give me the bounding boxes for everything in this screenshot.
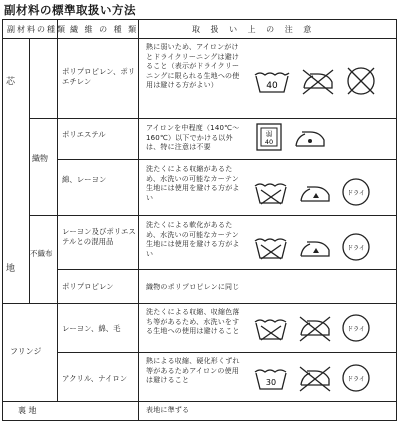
note-row-6: 洗たくによる収縮、収縮色落ち等があるため、水洗いをする生地への使用は避けること: [146, 308, 240, 336]
group-core: 芯: [6, 77, 16, 87]
note-row-4: 洗たくによる軟化があるため、水洗いの可能なカーテン生地には使用を避ける方がよい: [146, 221, 240, 258]
table-border-top: [2, 19, 397, 20]
washing-machine-40-icon: [254, 121, 284, 153]
table-border-left: [2, 19, 3, 421]
core-sub-divider: [29, 38, 30, 303]
column-divider-1: [57, 19, 58, 401]
row-divider-7: [2, 401, 397, 402]
no-wash-icon: [252, 177, 290, 207]
no-wash-icon: [252, 313, 290, 343]
header-divider: [2, 38, 397, 39]
note-row-8: 表地に準ずる: [146, 406, 190, 414]
iron-icon: [296, 177, 334, 207]
header-handling-notes: 取 扱 い 上 の 注 意: [192, 25, 316, 34]
icons-row-6: [252, 312, 372, 344]
icons-row-2: [254, 121, 330, 153]
dryclean-icon: [340, 362, 372, 394]
row-divider-4: [58, 269, 397, 270]
icons-row-4: [252, 231, 372, 263]
table-border-bottom: [2, 420, 397, 421]
dryclean-label: ドライ: [347, 190, 365, 197]
dryclean-label: ドライ: [347, 245, 365, 252]
iron-icon: [296, 232, 334, 262]
group-lining: 裏 地: [18, 406, 37, 415]
note-row-7: 熱による収縮、硬化形くずれ等があるためアイロンの使用は避けること: [146, 357, 240, 385]
table-border-right: [396, 19, 397, 421]
icons-row-3: [252, 176, 372, 208]
header-material-type: 副材料の種類: [7, 25, 67, 34]
dryclean-icon: [340, 312, 372, 344]
handling-table: [2, 19, 397, 421]
iron-medium-icon: [290, 122, 330, 152]
washtub-30-icon: [252, 363, 290, 393]
icons-row-1: [252, 64, 378, 98]
column-divider-2: [138, 19, 139, 421]
group-core-bottom: 地: [6, 264, 16, 274]
header-fiber-type: 繊 維 の 種 類: [70, 25, 139, 34]
row-divider-5: [2, 303, 397, 304]
no-wash-icon: [252, 232, 290, 262]
machine-temp-label: 40: [264, 138, 274, 146]
washtub-40-icon: [252, 66, 292, 96]
row-divider-2: [58, 159, 397, 160]
fiber-polypropylene-polyethylene: ポリプロピレン、ポリエチレン: [62, 67, 136, 86]
note-row-5: 織物のポリプロピレンに同じ: [146, 283, 240, 291]
note-row-2: アイロンを中程度（140℃～160℃）以下でかける以外は、特に注意は不要: [146, 124, 240, 152]
group-woven: 織物: [32, 154, 48, 163]
wash-temp-label: 40: [266, 81, 278, 91]
dryclean-label: ドライ: [347, 376, 365, 383]
group-nonwoven: 不織布: [30, 249, 53, 258]
no-dryclean-icon: [344, 64, 378, 98]
note-row-3: 洗たくによる収縮があるため、水洗いの可能なカーテン生地には使用を避ける方がよい: [146, 165, 240, 202]
row-divider-6: [58, 352, 397, 353]
fiber-polypropylene-nonwoven: ポリプロピレン: [62, 282, 114, 291]
group-fringe: フリンジ: [10, 347, 42, 356]
icons-row-7: [252, 362, 372, 394]
fiber-acrylic-nylon: アクリル、ナイロン: [62, 374, 128, 383]
fiber-cotton-rayon: 綿、レーヨン: [62, 175, 107, 184]
row-divider-3: [30, 215, 397, 216]
fiber-rayon-cotton-wool: レーヨン、綿、毛: [62, 324, 121, 333]
fiber-polyester: ポリエステル: [62, 130, 106, 139]
no-iron-icon: [298, 66, 338, 96]
machine-strength-label: 弱: [265, 130, 273, 138]
dryclean-icon: [340, 176, 372, 208]
dryclean-icon: [340, 231, 372, 263]
no-iron-icon: [296, 313, 334, 343]
page-title: 副材料の標準取扱い方法: [4, 3, 136, 17]
dryclean-label: ドライ: [347, 326, 365, 333]
note-row-1: 熱に弱いため、アイロンがけとドライクリーニングは避けること（表示がドライクリーニングに限られる生地への使用は避ける方がよい）: [146, 43, 240, 90]
no-iron-icon: [296, 363, 334, 393]
row-divider-1: [30, 118, 397, 119]
fiber-rayon-polyester-blend: レーヨン及びポリエステルとの混用品: [62, 227, 136, 246]
wash-temp-label: 30: [265, 378, 277, 387]
